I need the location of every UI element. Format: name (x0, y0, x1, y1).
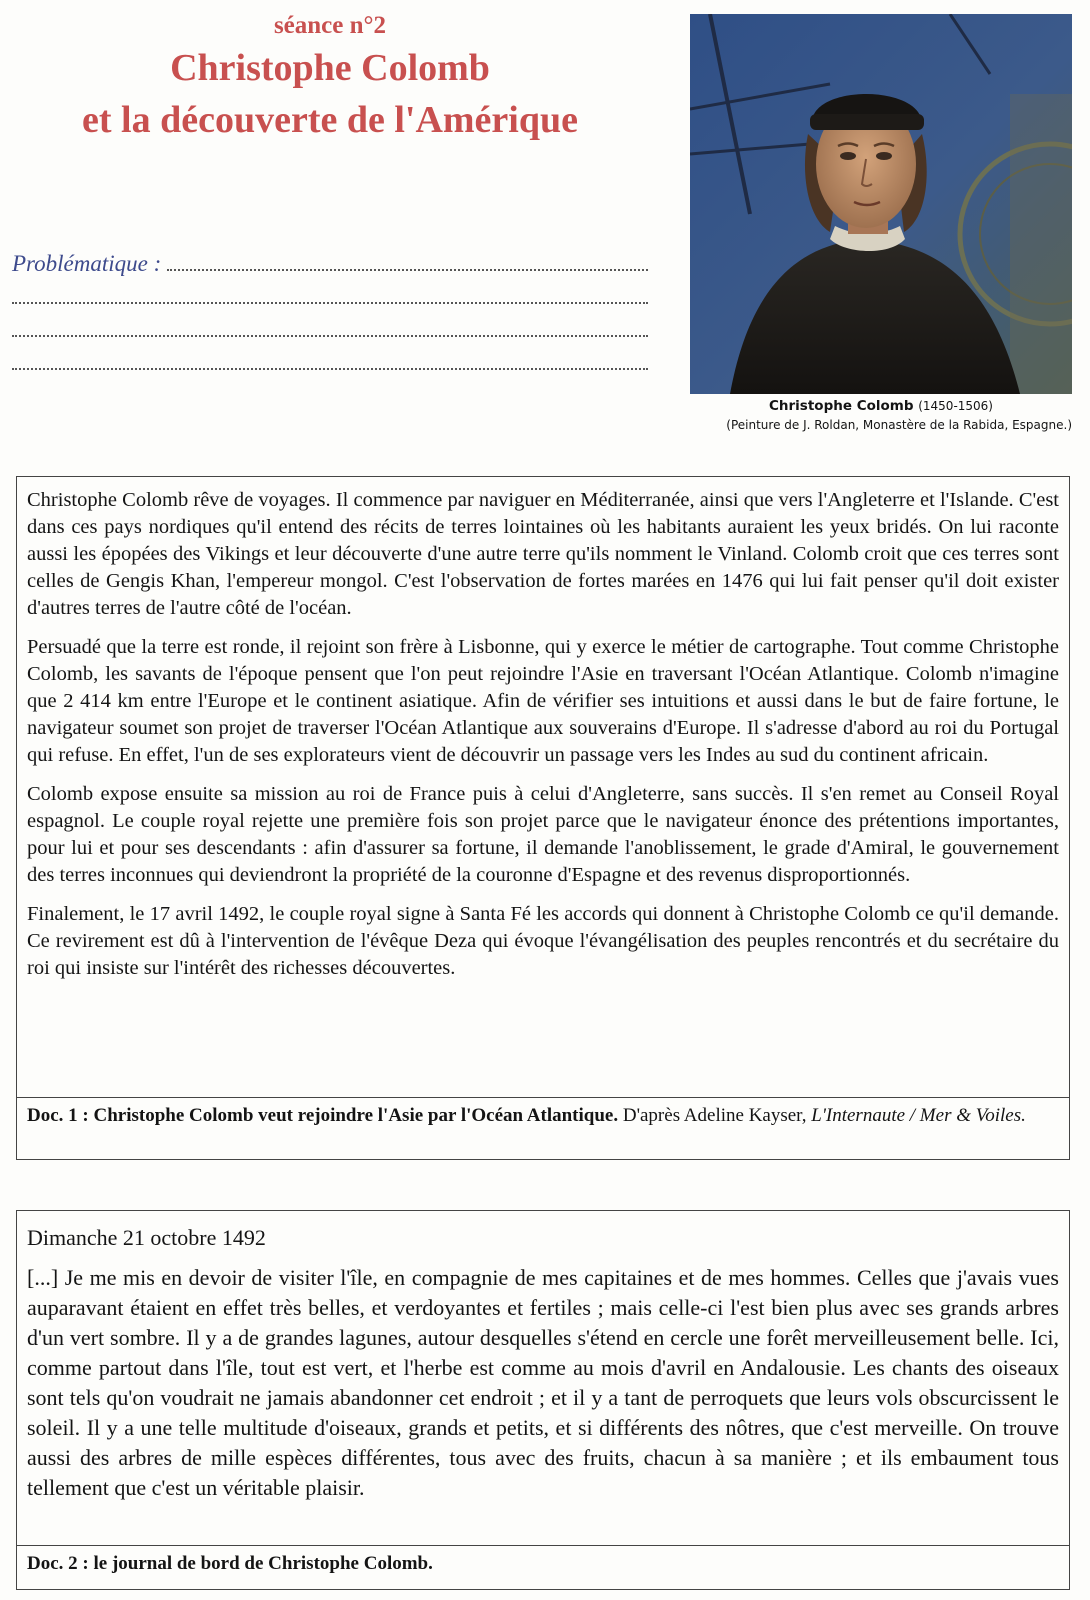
document-1-caption (17, 1097, 1069, 1159)
portrait-image (690, 14, 1072, 394)
problematique-line (12, 244, 648, 277)
writing-line[interactable] (12, 334, 648, 337)
problematique-line (12, 277, 648, 310)
document-2-body (17, 1211, 1069, 1503)
doc1-caption-source: D'après Adeline Kayser, (622, 1105, 807, 1126)
doc1-paragraph: Christophe Colomb rêve de voyages. Il commence par naviguer en Méditerranée, ainsi que vers l'Angleterre et l'Islande. C'est dans ces pays nordiques qu'il entend des récits de terres lointaines où les habitants auraient les yeux bridés. On lui raconte aussi les épopées des Vikings et leur découverte d'une autre terre qu'ils nomment le Vinland. Colomb croit que ces terres sont celles de Gengis Khan, l'empereur mongol. C'est l'observation de fortes marées en 1476 qui lui fait penser qu'il doit exister d'autres terres de l'autre côté de l'océan. (27, 489, 1059, 619)
writing-line[interactable] (12, 301, 648, 304)
problematique-label: Problématique : (12, 251, 162, 276)
problematique-line (12, 310, 648, 343)
portrait-source: (Peinture de J. Roldan, Monastère de la Rabida, Espagne.) (726, 418, 1072, 432)
doc1-caption-publication: L'Internaute / Mer & Voiles. (811, 1105, 1026, 1126)
document-1 (16, 476, 1070, 1160)
document-1-body (17, 477, 1069, 982)
page-title-line2: et la découverte de l'Amérique (82, 99, 578, 141)
portrait-caption (690, 398, 1072, 432)
journal-date: Dimanche 21 octobre 1492 (27, 1225, 266, 1250)
portrait-name: Christophe Colomb (769, 398, 914, 414)
seance-number: séance n°2 (273, 12, 387, 39)
portrait-painting (690, 14, 1072, 394)
writing-line[interactable] (167, 268, 648, 271)
portrait-dates: (1450-1506) (918, 399, 993, 413)
doc1-paragraph: Colomb expose ensuite sa mission au roi de France puis à celui d'Angleterre, sans succès. Il s'en remet au Conseil Royal espagnol. Le couple royal rejette une première fois son projet parce que le navigateur énonce des prétentions importantes, pour lui et pour ses descendants : afin d'assurer sa fortune, il demande l'anoblissement, le grade d'Amiral, le gouvernement des terres inconnues qui deviendront la propriété de la couronne d'Espagne et des revenus disproportionnés. (27, 783, 1059, 886)
document-2-caption: Doc. 2 : le journal de bord de Christophe Colomb. (17, 1545, 1069, 1589)
page-title-line1: Christophe Colomb (170, 47, 490, 89)
document-2 (16, 1210, 1070, 1590)
doc1-paragraph: Persuadé que la terre est ronde, il rejoint son frère à Lisbonne, qui y exerce le métier de cartographe. Tout comme Christophe Colomb, les savants de l'époque pensent que l'on peut rejoindre l'Asie en traversant l'Océan Atlantique. Colomb n'imagine que 2 414 km entre l'Europe et le continent asiatique. Afin de vérifier ses intuitions et aussi dans le but de faire fortune, le navigateur soumet son projet de traverser l'Océan Atlantique aux souverains d'Europe. Il s'adresse d'abord au roi du Portugal qui refuse. En effet, l'un de ses explorateurs vient de découvrir un passage vers les Indes au sud du continent africain. (27, 636, 1059, 766)
portrait-caption-name (690, 398, 1072, 414)
page-header (10, 10, 650, 146)
writing-line[interactable] (12, 367, 648, 370)
problematique-section (12, 244, 648, 376)
journal-text: [...] Je me mis en devoir de visiter l'île, en compagnie de mes capitaines et de mes hommes. Celles que j'avais vues auparavant étaient en effet très belles, et verdoyantes et fertiles ; mais celle-ci l'est bien plus avec ses grands arbres d'un vert sombre. Il y a de grandes lagunes, autour desquelles s'étend en cercle une forêt merveilleusement belle. Ici, comme partout dans l'île, tout est vert, et l'herbe est comme au mois d'avril en Andalousie. Les chants des oiseaux sont tels qu'on voudrait ne jamais abandonner cet endroit ; et il y a tant de perroquets que leurs vols obscurcissent le soleil. Il y a une telle multitude d'oiseaux, grands et petits, et si différents des nôtres, que c'est merveille. On trouve aussi des arbres de mille espèces différentes, tous avec des fruits, chacun à sa manière ; et ils embaument tous tellement que c'est un véritable plaisir. (27, 1265, 1059, 1500)
doc1-paragraph: Finalement, le 17 avril 1492, le couple royal signe à Santa Fé les accords qui donnent à Christophe Colomb ce qu'il demande. Ce revirement est dû à l'intervention de l'évêque Deza qui évoque l'évangélisation des peuples rencontrés et du secrétaire du roi qui insiste sur l'intérêt des richesses découvertes. (27, 903, 1059, 979)
doc1-caption-title: Doc. 1 : Christophe Colomb veut rejoindre l'Asie par l'Océan Atlantique. (27, 1105, 619, 1126)
problematique-line (12, 343, 648, 376)
